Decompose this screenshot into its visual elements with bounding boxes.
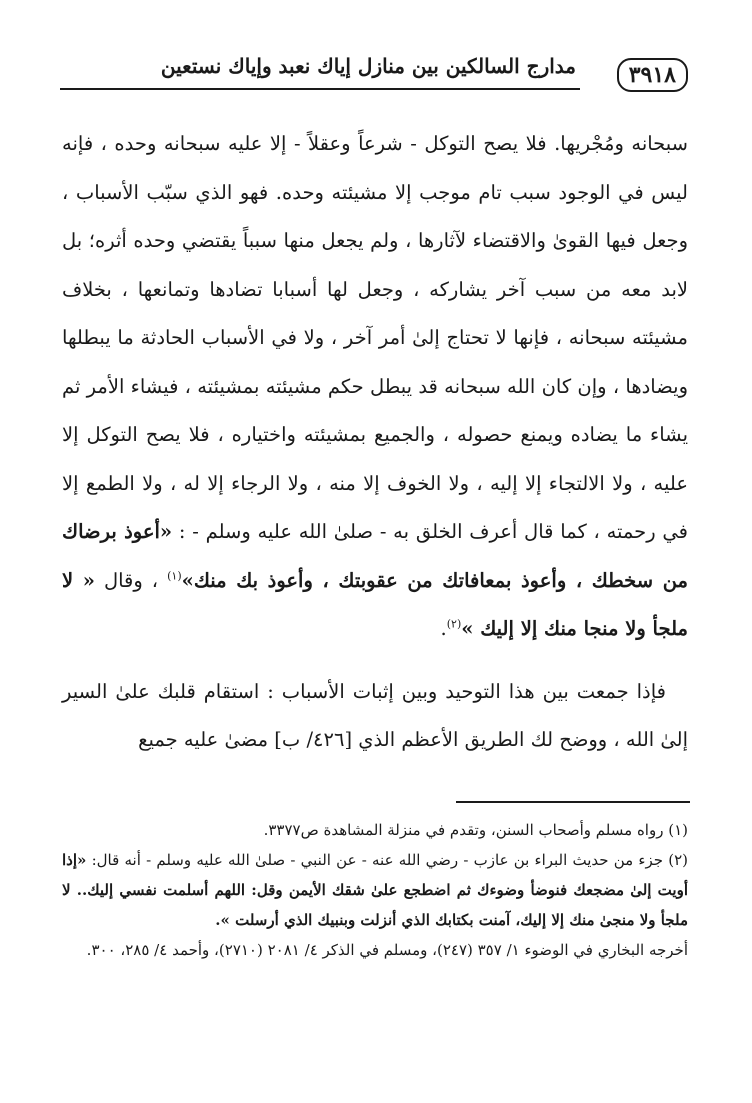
footnote-2-quote: «إذا أويت إلىٰ مضجعك فنوضأ وضوءك ثم اضطجع علىٰ شقك الأيمن وقل: اللهم أسلمت نفسي إليك.. لا ملجأ ولا منجىٰ منك إلا إليك، آمنت بكتابك الذي أنزلت وبنبيك الذي أرسلت ».: [62, 851, 688, 929]
hadith-quote-2: « لا ملجأ ولا منجا منك إلا إليك »: [62, 568, 688, 640]
paragraph-1: [62, 120, 688, 654]
footnote-separator: [456, 801, 690, 803]
footnote-ref-2[interactable]: (٢): [446, 617, 462, 631]
running-header: [60, 52, 688, 96]
page-number: ٣٩١٨: [617, 58, 688, 92]
header-rule: [60, 88, 580, 90]
paragraph-1-text: سبحانه ومُجْريها. فلا يصح التوكل - شرعاً وعقلاً - إلا عليه سبحانه وحده ، فإنه ليس في الوجود سبب تام موجب إلا مشيئته وحده. فهو الذي سبّب الأسباب ، وجعل فيها القوىٰ والاقتضاء لآثارها ، ولم يجعل منها سبباً يقتضي وحده أثره؛ بل لابد معه من سبب آخر يشاركه ، وجعل لها أسبابا تضادها وتمانعها ، بخلاف مشيئته سبحانه ، فإنها لا تحتاج إلىٰ أمر آخر ، ولا في الأسباب الحادثة ما يبطلها ويضادها ، وإن كان الله سبحانه قد يبطل حكم مشيئته بمشيئته ، فيشاء الأمر ثم يشاء ما يضاده ويمنع حصوله ، والجميع بمشيئته واختياره ، فلا يصح التوكل إلا عليه ، ولا الالتجاء إلا إليه ، ولا الخوف إلا منه ، ولا الرجاء إلا له ، ولا الطمع إلا في رحمته ، كما قال أعرف الخلق به - صلىٰ الله عليه وسلم - :: [62, 132, 688, 543]
hadith-quote-1: «أعوذ برضاك من سخطك ، وأعوذ بمعافاتك من عقوبتك ، وأعوذ بك منك»: [62, 520, 688, 592]
footnote-2: [62, 845, 688, 935]
footnotes: [62, 815, 688, 965]
running-title: مدارج السالكين بين منازل إياك نعبد وإياك نستعين: [160, 54, 576, 78]
sentence-end: .: [440, 617, 447, 640]
connector-text: ، وقال: [94, 568, 168, 592]
footnote-1: (١) رواه مسلم وأصحاب السنن، وتقدم في منزلة المشاهدة ص٣٣٧٧.: [263, 821, 688, 839]
paragraph-2: فإذا جمعت بين هذا التوحيد وبين إثبات الأسباب : استقام قلبك علىٰ السير إلىٰ الله ، ووضح لك الطريق الأعظم الذي [٤٢٦/ ب] مضىٰ عليه جميع: [62, 679, 688, 751]
main-text: [62, 120, 688, 765]
footnote-2-reference: أخرجه البخاري في الوضوء ١/ ٣٥٧ (٢٤٧)، ومسلم في الذكر ٤/ ٢٠٨١ (٢٧١٠)، وأحمد ٤/ ٢٨٥، ٣٠٠.: [86, 941, 688, 959]
footnote-2-intro: (٢) جزء من حديث البراء بن عازب - رضي الله عنه - عن النبي - صلىٰ الله عليه وسلم - أنه قال:: [86, 851, 688, 869]
footnote-ref-1[interactable]: (١): [167, 569, 182, 582]
